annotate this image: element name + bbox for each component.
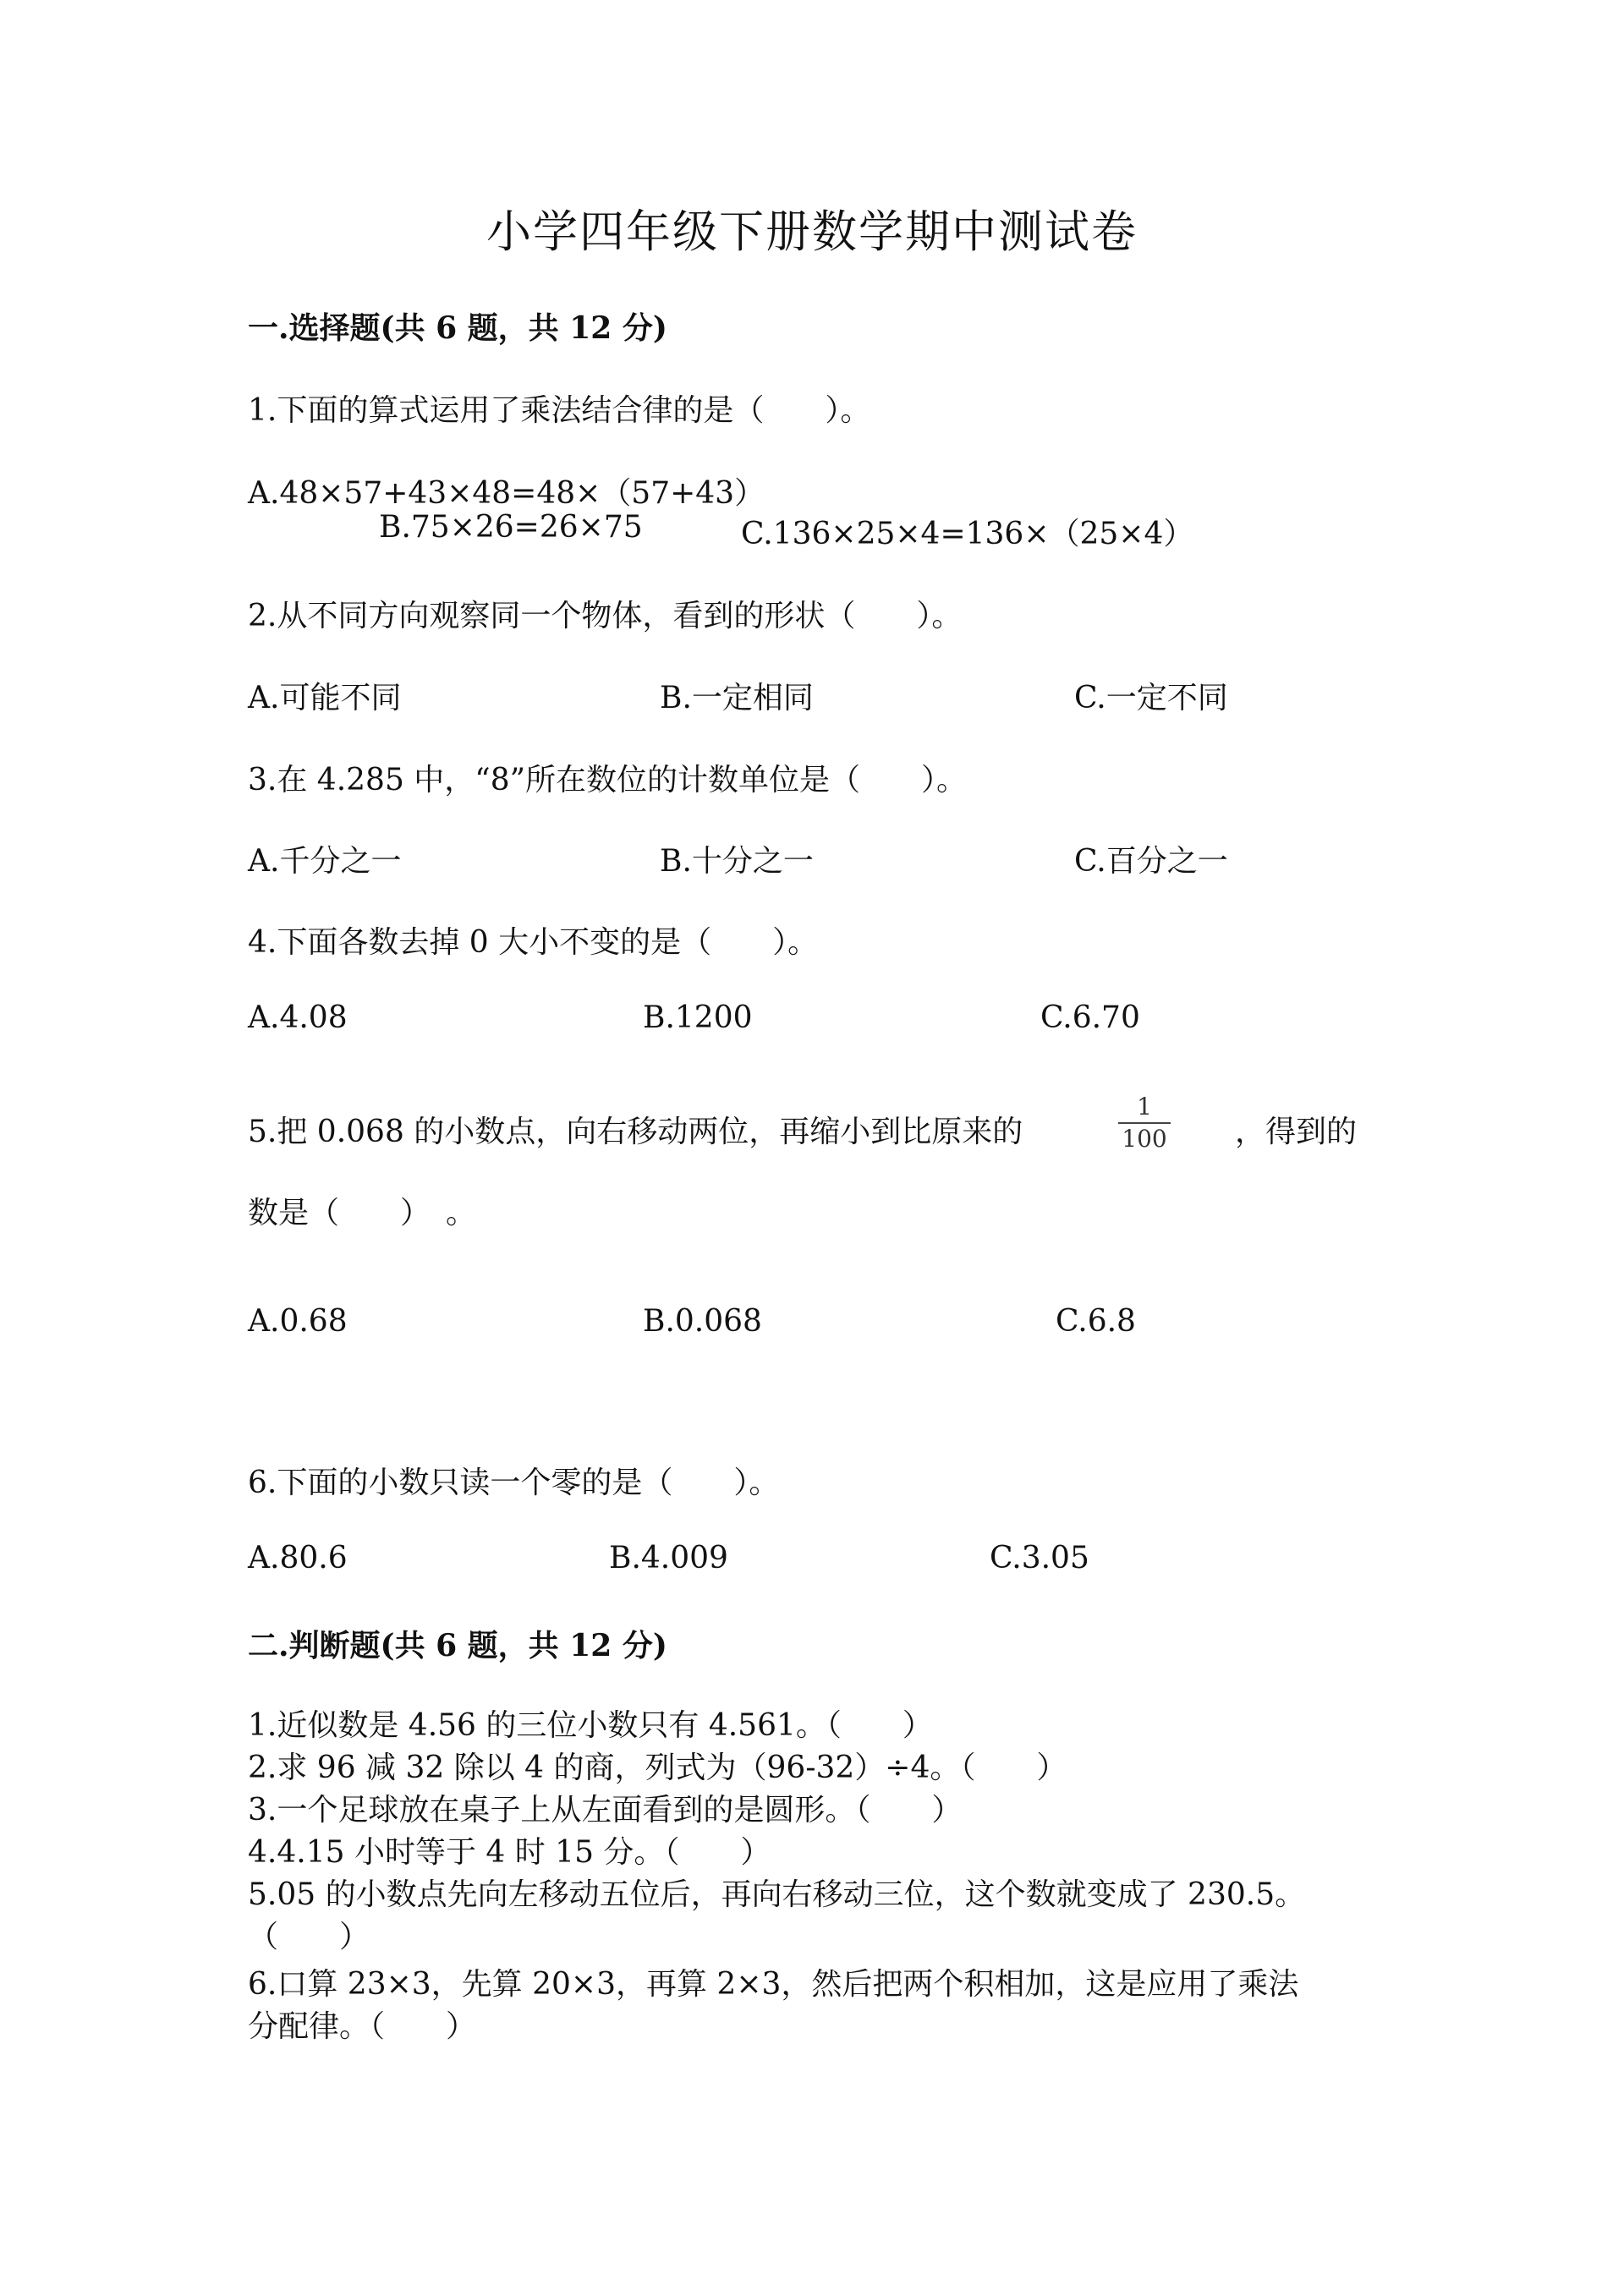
question-6-option-c: C.3.05: [990, 1541, 1089, 1575]
question-4-option-b: B.1200: [643, 1000, 753, 1035]
judgement-item-2: 2.求 96 减 32 除以 4 的商，列式为（96-32）÷4。（ ）: [248, 1751, 1067, 1785]
question-1-option-b: B.75×26=26×75: [379, 510, 643, 545]
section-heading-choice: 一.选择题(共 6 题，共 12 分): [248, 310, 667, 346]
question-1-stem: 1.下面的算式运用了乘法结合律的是（ ）。: [248, 393, 871, 428]
question-5-option-c: C.6.8: [1056, 1304, 1136, 1339]
question-1-option-a: A.48×57+43×48=48×（57+43）: [248, 476, 765, 511]
question-5-option-b: B.0.068: [643, 1304, 762, 1339]
question-5-stem-part1: 5.把 0.068 的小数点，向右移动两位，再缩小到比原来的: [248, 1115, 1023, 1149]
question-5-stem-part2: ，得到的: [1235, 1115, 1358, 1149]
question-5-option-a: A.0.68: [248, 1304, 348, 1339]
fraction-bar: [1118, 1122, 1171, 1124]
question-3-option-b: B.十分之一: [660, 844, 814, 879]
question-5-stem-line2: 数是（ ） 。: [248, 1196, 477, 1230]
question-4-stem: 4.下面各数去掉 0 大小不变的是（ ）。: [248, 925, 819, 960]
judgement-item-6-line2: 分配律。（ ）: [248, 2009, 477, 2044]
judgement-item-3: 3.一个足球放在桌子上从左面看到的是圆形。（ ）: [248, 1793, 963, 1827]
question-1-option-c: C.136×25×4=136×（25×4）: [741, 517, 1194, 551]
question-4-option-a: A.4.08: [248, 1000, 348, 1035]
question-6-option-a: A.80.6: [248, 1541, 348, 1575]
judgement-item-1: 1.近似数是 4.56 的三位小数只有 4.561。（ ）: [248, 1708, 933, 1743]
fraction-denominator: 100: [1122, 1125, 1167, 1153]
fraction-numerator: 1: [1137, 1093, 1152, 1121]
judgement-item-5: 5.05 的小数点先向左移动五位后，再向右移动三位，这个数就变成了 230.5。: [248, 1877, 1306, 1912]
question-2-stem: 2.从不同方向观察同一个物体，看到的形状（ ）。: [248, 599, 963, 633]
section-heading-judgement: 二.判断题(共 6 题，共 12 分): [248, 1628, 667, 1663]
page-title: 小学四年级下册数学期中测试卷: [486, 206, 1138, 258]
fraction-one-hundredth: [1118, 1094, 1171, 1152]
question-2-option-c: C.一定不同: [1074, 681, 1228, 715]
judgement-item-5-bracket: （ ）: [248, 1920, 370, 1954]
question-3-stem: 3.在 4.285 中，“8”所在数位的计数单位是（ ）。: [248, 763, 968, 797]
question-3-option-c: C.百分之一: [1074, 844, 1228, 879]
question-6-option-b: B.4.009: [609, 1541, 728, 1575]
question-2-option-a: A.可能不同: [248, 681, 402, 715]
judgement-item-6: 6.口算 23×3，先算 20×3，再算 2×3，然后把两个积相加，这是应用了乘法: [248, 1967, 1299, 2002]
question-3-option-a: A.千分之一: [248, 844, 402, 879]
judgement-item-4: 4.4.15 小时等于 4 时 15 分。（ ）: [248, 1835, 771, 1870]
question-4-option-c: C.6.70: [1040, 1000, 1140, 1035]
question-6-stem: 6.下面的小数只读一个零的是（ ）。: [248, 1466, 780, 1500]
question-2-option-b: B.一定相同: [660, 681, 814, 715]
